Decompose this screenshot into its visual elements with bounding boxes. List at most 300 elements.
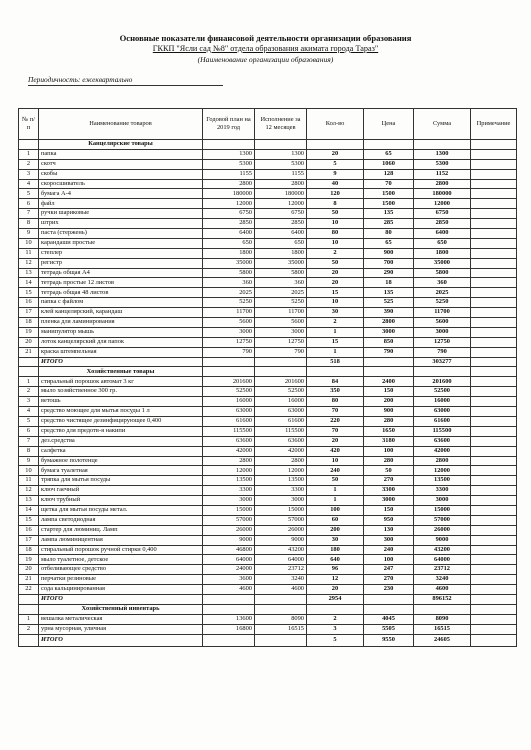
- cell-col-5: 3000: [364, 496, 414, 506]
- empty-cell: [255, 594, 307, 604]
- cell-col-4: 1: [307, 496, 364, 506]
- cell-col-2: 12750: [203, 337, 255, 347]
- col-header-name: Наименование товаров: [39, 109, 203, 140]
- cell-col-3: 23712: [255, 565, 307, 575]
- table-row: [19, 624, 517, 634]
- note-cell: [471, 446, 517, 456]
- cell-col-4: 640: [307, 555, 364, 565]
- cell-col-1: лоток канцелярский для папок: [39, 337, 203, 347]
- cell-col-0: 7: [19, 209, 39, 219]
- cell-col-3: 9000: [255, 535, 307, 545]
- cell-col-6: 5800: [414, 268, 471, 278]
- empty-cell: [364, 594, 414, 604]
- cell-col-6: 2800: [414, 179, 471, 189]
- cell-col-3: 63000: [255, 407, 307, 417]
- cell-col-6: 2025: [414, 288, 471, 298]
- cell-col-0: 22: [19, 585, 39, 595]
- cell-col-1: ручки шариковые: [39, 209, 203, 219]
- cell-col-4: 10: [307, 219, 364, 229]
- cell-col-6: 11700: [414, 308, 471, 318]
- cell-col-0: 5: [19, 189, 39, 199]
- cell-col-5: 65: [364, 149, 414, 159]
- cell-col-5: 150: [364, 505, 414, 515]
- total-row: [19, 594, 517, 604]
- cell-col-5: 18: [364, 278, 414, 288]
- empty-cell: [364, 140, 414, 150]
- cell-col-2: 1800: [203, 248, 255, 258]
- col-header-price: Цена: [364, 109, 414, 140]
- cell-col-2: 12000: [203, 199, 255, 209]
- table-row: [19, 288, 517, 298]
- cell-col-0: 21: [19, 575, 39, 585]
- cell-col-4: 1: [307, 486, 364, 496]
- cell-col-4: 84: [307, 377, 364, 387]
- cell-col-2: 24000: [203, 565, 255, 575]
- cell-col-2: 2850: [203, 219, 255, 229]
- cell-col-2: 5600: [203, 318, 255, 328]
- note-cell: [471, 505, 517, 515]
- cell-col-5: 270: [364, 476, 414, 486]
- cell-col-3: 3000: [255, 327, 307, 337]
- cell-col-0: 3: [19, 169, 39, 179]
- total-qty: 5: [307, 634, 364, 646]
- empty-cell: [414, 604, 471, 614]
- cell-col-3: 52500: [255, 387, 307, 397]
- note-cell: [471, 575, 517, 585]
- cell-col-3: 201600: [255, 377, 307, 387]
- section-title: Канцелярские товары: [39, 140, 203, 150]
- cell-col-3: 3240: [255, 575, 307, 585]
- empty-cell: [203, 357, 255, 367]
- cell-col-4: 20: [307, 585, 364, 595]
- cell-col-2: 5250: [203, 298, 255, 308]
- cell-col-5: 3180: [364, 436, 414, 446]
- cell-col-2: 46800: [203, 545, 255, 555]
- cell-col-0: 2: [19, 624, 39, 634]
- empty-cell: [414, 140, 471, 150]
- note-cell: [471, 476, 517, 486]
- cell-col-4: 70: [307, 426, 364, 436]
- cell-col-1: папка: [39, 149, 203, 159]
- cell-col-3: 180000: [255, 189, 307, 199]
- cell-col-6: 5300: [414, 159, 471, 169]
- cell-col-2: 42000: [203, 446, 255, 456]
- col-header-note: Примечание: [471, 109, 517, 140]
- cell-col-4: 10: [307, 298, 364, 308]
- total-sum: 24605: [414, 634, 471, 646]
- section-header-row: [19, 367, 517, 377]
- cell-col-4: 10: [307, 238, 364, 248]
- cell-col-3: 15000: [255, 505, 307, 515]
- empty-cell: [471, 140, 517, 150]
- cell-col-6: 3000: [414, 327, 471, 337]
- empty-cell: [364, 357, 414, 367]
- cell-col-0: 21: [19, 347, 39, 357]
- cell-col-2: 115500: [203, 426, 255, 436]
- cell-col-5: 790: [364, 347, 414, 357]
- col-header-execution: Исполнение за 12 месяцев: [255, 109, 307, 140]
- table-row: [19, 555, 517, 565]
- cell-col-5: 300: [364, 535, 414, 545]
- total-label: ИТОГО: [39, 357, 203, 367]
- cell-col-3: 2800: [255, 179, 307, 189]
- cell-col-4: 350: [307, 387, 364, 397]
- cell-col-6: 1800: [414, 248, 471, 258]
- note-cell: [471, 179, 517, 189]
- cell-col-5: 135: [364, 288, 414, 298]
- cell-col-3: 35000: [255, 258, 307, 268]
- cell-col-1: штрих: [39, 219, 203, 229]
- cell-col-2: 3300: [203, 486, 255, 496]
- cell-col-4: 1: [307, 327, 364, 337]
- cell-col-0: 19: [19, 327, 39, 337]
- cell-col-1: тетрадь общая А4: [39, 268, 203, 278]
- cell-col-4: 50: [307, 209, 364, 219]
- cell-col-6: 1152: [414, 169, 471, 179]
- cell-col-4: 20: [307, 149, 364, 159]
- cell-col-1: средство для предотв-я накипи: [39, 426, 203, 436]
- cell-col-4: 20: [307, 436, 364, 446]
- cell-col-1: папка с файлом: [39, 298, 203, 308]
- col-header-number: № п/п: [19, 109, 39, 140]
- cell-col-6: 52500: [414, 387, 471, 397]
- table-row: [19, 535, 517, 545]
- cell-col-4: 30: [307, 308, 364, 318]
- cell-col-1: краска штемпельная: [39, 347, 203, 357]
- cell-col-6: 201600: [414, 377, 471, 387]
- table-row: [19, 505, 517, 515]
- cell-col-3: 11700: [255, 308, 307, 318]
- cell-col-3: 64000: [255, 555, 307, 565]
- cell-col-1: мыло хозяйственное 300 гр.: [39, 387, 203, 397]
- table-row: [19, 258, 517, 268]
- note-cell: [471, 327, 517, 337]
- cell-col-3: 5250: [255, 298, 307, 308]
- empty-cell: [203, 634, 255, 646]
- cell-col-1: стиральный порошок ручной стирки 0,400: [39, 545, 203, 555]
- cell-col-0: 20: [19, 337, 39, 347]
- cell-col-2: 650: [203, 238, 255, 248]
- cell-col-5: 4045: [364, 614, 414, 624]
- note-cell: [471, 169, 517, 179]
- cell-col-3: 1800: [255, 248, 307, 258]
- cell-col-0: 8: [19, 219, 39, 229]
- table-row: [19, 515, 517, 525]
- cell-col-2: 3000: [203, 327, 255, 337]
- table-row: [19, 496, 517, 506]
- total-row: [19, 357, 517, 367]
- cell-col-2: 3600: [203, 575, 255, 585]
- section-number-cell: [19, 367, 39, 377]
- cell-col-6: 3300: [414, 486, 471, 496]
- cell-col-2: 61600: [203, 416, 255, 426]
- empty-cell: [364, 604, 414, 614]
- cell-col-0: 9: [19, 456, 39, 466]
- table-row: [19, 278, 517, 288]
- table-row: [19, 189, 517, 199]
- cell-col-5: 3000: [364, 327, 414, 337]
- cell-col-4: 20: [307, 278, 364, 288]
- cell-col-0: 9: [19, 229, 39, 239]
- cell-col-3: 650: [255, 238, 307, 248]
- cell-col-6: 16515: [414, 624, 471, 634]
- cell-col-6: 2800: [414, 456, 471, 466]
- cell-col-0: 4: [19, 407, 39, 417]
- cell-col-5: 900: [364, 248, 414, 258]
- cell-col-5: 3300: [364, 486, 414, 496]
- cell-col-6: 2850: [414, 219, 471, 229]
- cell-col-4: 50: [307, 476, 364, 486]
- cell-col-6: 360: [414, 278, 471, 288]
- table-row: [19, 585, 517, 595]
- cell-col-2: 4600: [203, 585, 255, 595]
- cell-col-1: салфетка: [39, 446, 203, 456]
- cell-col-1: ключ гаечный: [39, 486, 203, 496]
- cell-col-6: 4600: [414, 585, 471, 595]
- cell-col-5: 1650: [364, 426, 414, 436]
- cell-col-4: 3: [307, 624, 364, 634]
- cell-col-6: 35000: [414, 258, 471, 268]
- table-row: [19, 318, 517, 328]
- cell-col-0: 11: [19, 248, 39, 258]
- cell-col-3: 2850: [255, 219, 307, 229]
- cell-col-4: 80: [307, 229, 364, 239]
- total-qty: 518: [307, 357, 364, 367]
- cell-col-6: 63600: [414, 436, 471, 446]
- table-row: [19, 486, 517, 496]
- empty-cell: [471, 634, 517, 646]
- cell-col-1: тетрадь общая 48 листов: [39, 288, 203, 298]
- cell-col-1: бумага А-4: [39, 189, 203, 199]
- section-number-cell: [19, 604, 39, 614]
- note-cell: [471, 486, 517, 496]
- cell-col-1: тетрадь простые 12 листов: [39, 278, 203, 288]
- cell-col-0: 17: [19, 308, 39, 318]
- cell-col-3: 63600: [255, 436, 307, 446]
- total-qty: 2954: [307, 594, 364, 604]
- cell-col-4: 96: [307, 565, 364, 575]
- empty-cell: [307, 604, 364, 614]
- note-cell: [471, 189, 517, 199]
- cell-col-5: 280: [364, 456, 414, 466]
- document-title: Основные показатели финансовой деятельности организации образования: [119, 33, 412, 43]
- cell-col-4: 70: [307, 407, 364, 417]
- cell-col-5: 850: [364, 337, 414, 347]
- total-label: ИТОГО: [39, 634, 203, 646]
- table-row: [19, 209, 517, 219]
- cell-col-4: 2: [307, 318, 364, 328]
- cell-col-4: 180: [307, 545, 364, 555]
- cell-col-4: 9: [307, 169, 364, 179]
- cell-col-3: 12000: [255, 199, 307, 209]
- empty-cell: [307, 140, 364, 150]
- cell-col-3: 5600: [255, 318, 307, 328]
- cell-col-6: 790: [414, 347, 471, 357]
- note-cell: [471, 565, 517, 575]
- cell-col-6: 16000: [414, 397, 471, 407]
- note-cell: [471, 535, 517, 545]
- table-header-row: [19, 109, 517, 140]
- cell-col-2: 1300: [203, 149, 255, 159]
- note-cell: [471, 624, 517, 634]
- cell-col-6: 115500: [414, 426, 471, 436]
- cell-col-5: 80: [364, 229, 414, 239]
- cell-col-1: файл: [39, 199, 203, 209]
- cell-col-2: 35000: [203, 258, 255, 268]
- table-row: [19, 337, 517, 347]
- empty-cell: [203, 594, 255, 604]
- cell-col-2: 15000: [203, 505, 255, 515]
- note-cell: [471, 407, 517, 417]
- cell-col-3: 57000: [255, 515, 307, 525]
- cell-col-6: 6400: [414, 229, 471, 239]
- empty-cell: [255, 634, 307, 646]
- cell-col-3: 26000: [255, 525, 307, 535]
- periodicity: Периодичность: ежеквартально: [28, 75, 133, 84]
- cell-col-5: 290: [364, 268, 414, 278]
- cell-col-1: перчатки резиновые: [39, 575, 203, 585]
- cell-col-3: 6400: [255, 229, 307, 239]
- section-title: Хозяйственный инвентарь: [39, 604, 203, 614]
- cell-col-0: 7: [19, 436, 39, 446]
- cell-col-5: 65: [364, 238, 414, 248]
- cell-col-6: 5600: [414, 318, 471, 328]
- cell-col-0: 2: [19, 159, 39, 169]
- cell-col-2: 180000: [203, 189, 255, 199]
- cell-col-3: 4600: [255, 585, 307, 595]
- note-cell: [471, 466, 517, 476]
- cell-col-5: 900: [364, 407, 414, 417]
- cell-col-2: 11700: [203, 308, 255, 318]
- cell-col-0: 10: [19, 466, 39, 476]
- note-cell: [471, 436, 517, 446]
- total-sum: 896152: [414, 594, 471, 604]
- total-row: [19, 634, 517, 646]
- cell-col-2: 63000: [203, 407, 255, 417]
- table-row: [19, 436, 517, 446]
- cell-col-1: стартер для люминиц. Ламп: [39, 525, 203, 535]
- cell-col-5: 70: [364, 179, 414, 189]
- cell-col-5: 950: [364, 515, 414, 525]
- cell-col-6: 3000: [414, 496, 471, 506]
- cell-col-1: клей канцелярский, карандаш: [39, 308, 203, 318]
- note-cell: [471, 337, 517, 347]
- organization-caption: (Наименование организации образования): [197, 55, 334, 64]
- cell-col-6: 650: [414, 238, 471, 248]
- cell-col-5: 230: [364, 585, 414, 595]
- cell-col-2: 13600: [203, 614, 255, 624]
- note-cell: [471, 545, 517, 555]
- cell-col-1: дез.средства: [39, 436, 203, 446]
- table-row: [19, 377, 517, 387]
- cell-col-4: 15: [307, 288, 364, 298]
- cell-col-3: 790: [255, 347, 307, 357]
- cell-col-0: 12: [19, 258, 39, 268]
- cell-col-5: 240: [364, 545, 414, 555]
- note-cell: [471, 525, 517, 535]
- cell-col-6: 63000: [414, 407, 471, 417]
- note-cell: [471, 416, 517, 426]
- total-label: ИТОГО: [39, 594, 203, 604]
- note-cell: [471, 238, 517, 248]
- table-row: [19, 387, 517, 397]
- cell-col-1: бумага туалетная: [39, 466, 203, 476]
- empty-cell: [19, 357, 39, 367]
- cell-col-1: средство чистящее дезинфицирующее 0,400: [39, 416, 203, 426]
- cell-col-1: ветошь: [39, 397, 203, 407]
- table-row: [19, 327, 517, 337]
- cell-col-5: 390: [364, 308, 414, 318]
- cell-col-6: 9000: [414, 535, 471, 545]
- note-cell: [471, 268, 517, 278]
- cell-col-4: 8: [307, 199, 364, 209]
- cell-col-3: 43200: [255, 545, 307, 555]
- cell-col-1: щетка для мытья посуды метал.: [39, 505, 203, 515]
- cell-col-0: 1: [19, 149, 39, 159]
- empty-cell: [19, 594, 39, 604]
- periodicity-underline: [28, 85, 223, 86]
- cell-col-6: 26000: [414, 525, 471, 535]
- cell-col-2: 2800: [203, 456, 255, 466]
- cell-col-6: 1300: [414, 149, 471, 159]
- cell-col-2: 13500: [203, 476, 255, 486]
- cell-col-6: 12750: [414, 337, 471, 347]
- cell-col-4: 80: [307, 397, 364, 407]
- cell-col-5: 2800: [364, 318, 414, 328]
- cell-col-2: 5300: [203, 159, 255, 169]
- cell-col-6: 13500: [414, 476, 471, 486]
- cell-col-0: 3: [19, 397, 39, 407]
- table-row: [19, 545, 517, 555]
- note-cell: [471, 387, 517, 397]
- cell-col-3: 42000: [255, 446, 307, 456]
- cell-col-0: 15: [19, 515, 39, 525]
- cell-col-0: 16: [19, 525, 39, 535]
- cell-col-4: 120: [307, 189, 364, 199]
- cell-col-0: 19: [19, 555, 39, 565]
- table-row: [19, 248, 517, 258]
- note-cell: [471, 248, 517, 258]
- table-row: [19, 298, 517, 308]
- cell-col-0: 18: [19, 318, 39, 328]
- cell-col-1: паста (стержень): [39, 229, 203, 239]
- cell-col-1: скобы: [39, 169, 203, 179]
- table-row: [19, 525, 517, 535]
- empty-cell: [471, 357, 517, 367]
- table-row: [19, 238, 517, 248]
- cell-col-0: 13: [19, 268, 39, 278]
- cell-col-2: 2025: [203, 288, 255, 298]
- note-cell: [471, 229, 517, 239]
- organization-name: ГККП "Ясли сад №8" отдела образования акимата города Тараз": [152, 44, 379, 53]
- cell-col-0: 6: [19, 426, 39, 436]
- empty-cell: [255, 604, 307, 614]
- table-row: [19, 169, 517, 179]
- table-row: [19, 426, 517, 436]
- cell-col-0: 16: [19, 298, 39, 308]
- empty-cell: [203, 367, 255, 377]
- cell-col-1: регистр: [39, 258, 203, 268]
- cell-col-0: 14: [19, 505, 39, 515]
- section-title: Хозяйственные товары: [39, 367, 203, 377]
- cell-col-1: степлер: [39, 248, 203, 258]
- cell-col-2: 52500: [203, 387, 255, 397]
- cell-col-6: 43200: [414, 545, 471, 555]
- empty-cell: [307, 367, 364, 377]
- cell-col-6: 5250: [414, 298, 471, 308]
- cell-col-6: 15000: [414, 505, 471, 515]
- cell-col-5: 100: [364, 446, 414, 456]
